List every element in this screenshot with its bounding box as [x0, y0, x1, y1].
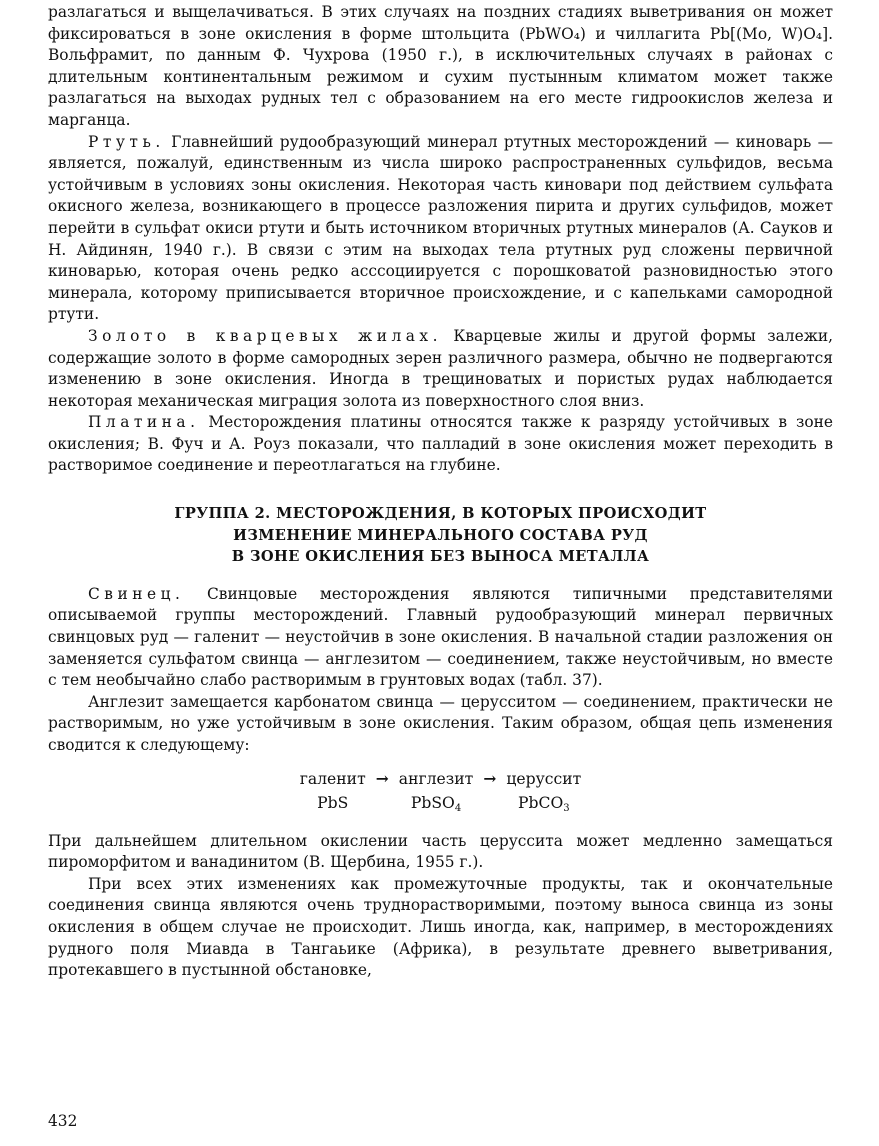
heading-line-1: ГРУППА 2. МЕСТОРОЖДЕНИЯ, В КОТОРЫХ ПРОИСХОДИТ [174, 505, 707, 523]
paragraph-mercury [48, 132, 833, 326]
formula-cerussite: PbCO$_3$ [518, 793, 570, 814]
mercury-lead: Ртуть. [88, 132, 165, 151]
mineral-names-row [292, 767, 590, 791]
lead-lead: Свинец. [88, 584, 185, 603]
page-text [48, 2, 833, 982]
transformation-chain [292, 767, 590, 815]
platinum-text: Месторождения платины относятся также к разряду устойчивых в зоне окисления; В. Фуч и А. Роуз показали, что палладий в зоне окисления может переходить в растворимое соединение и переотлагаться на глубине. [48, 413, 833, 475]
paragraph-anglesite: Англезит замещается карбонатом свинца — церусситом — соединением, практически не растворимым, но уже устойчивым в зоне окисления. Таким образом, общая цепь изменения сводится к следующему: [48, 692, 833, 754]
formula-anglesite: PbSO$_4$ [410, 793, 462, 814]
page-number: 432 [48, 1112, 78, 1130]
heading-line-3: В ЗОНЕ ОКИСЛЕНИЯ БЕЗ ВЫНОСА МЕТАЛЛА [231, 548, 650, 566]
formulas-row [292, 791, 590, 815]
arrow-icon: → [483, 768, 497, 788]
mercury-text: Главнейший рудообразующий минерал ртутных месторождений — киноварь — является, пожалуй, единственным из числа широко распространенных сульфидов, весьма устойчивым в условиях зоны окисления. Некоторая часть киновари под действием сульфата окисного железа, возникающего в процессе разложения пирита и других сульфидов, может перейти в сульфат окиси ртути и быть источником вторичных ртутных минералов (А. Сауков и Н. Айдинян, 1940 г.). В связи с этим на выходах тела ртутных руд сложены первичной киноварью, которая очень редко асссоциируется с порошковатой разновидностью этого минерала, которому приписывается вторичное происхождение, и с капельками самородной ртути. [48, 132, 833, 324]
formula-galena: PbS [317, 793, 349, 812]
paragraph-gold [48, 326, 833, 412]
paragraph-insolubility: При всех этих изменениях как промежуточные продукты, так и окончательные соединения свинца являются очень труднорастворимыми, поэтому выноса свинца из зоны окисления в общем случае не происходит. Лишь иногда, как, например, в месторождениях рудного поля Миавда в Тангаьике (Африка), в результате древнего выветривания, протекавшего в пустынной обстановке, [48, 874, 833, 980]
section-heading [48, 503, 833, 568]
lead-text: Свинцовые месторождения являются типичными представителями описываемой группы месторождений. Главный рудообразующий минерал первичных свинцовых руд — галенит — неустойчив в зоне окисления. В начальной стадии разложения он заменяется сульфатом свинца — англезитом — соединением, также неустойчивым, но вместе с тем необычайно слабо растворимым в грунтовых водах (табл. 37). [48, 584, 833, 690]
paragraph-lead [48, 584, 833, 692]
paragraph-pyromorphite: При дальнейшем длительном окислении часть церуссита может медленно замещаться пироморфитом и ванадинитом (В. Щербина, 1955 г.). [48, 831, 833, 872]
paragraph-tungsten: разлагаться и выщелачиваться. В этих случаях на поздних стадиях выветривания он может фиксироваться в зоне окисления в форме штольцита (PbWO₄) и чиллагита Pb[(Mo, W)O₄]. Вольфрамит, по данным Ф. Чухрова (1950 г.), в исключительных случаях в районах с длительным континентальным режимом и сухим пустынным климатом может также разлагаться на выходах рудных тел с образованием на его месте гидроокислов железа и марганца. [48, 3, 833, 129]
heading-line-2: ИЗМЕНЕНИЕ МИНЕРАЛЬНОГО СОСТАВА РУД [233, 526, 648, 544]
arrow-icon: → [375, 768, 389, 788]
mineral-name-galena: галенит [299, 769, 366, 788]
platinum-lead: Платина. [88, 413, 200, 432]
paragraph-platinum [48, 412, 833, 477]
gold-text: Кварцевые жилы и другой формы залежи, содержащие золото в форме самородных зерен различного размера, обычно не подвергаются изменению в зоне окисления. Иногда в трещиноватых и пористых рудах наблюдается некоторая механическая миграция золота из поверхностного слоя вниз. [48, 326, 833, 410]
gold-lead: Золото в кварцевых жилах. [88, 326, 442, 345]
mineral-name-anglesite: англезит [398, 769, 474, 788]
mineral-name-cerussite: церуссит [506, 769, 582, 788]
